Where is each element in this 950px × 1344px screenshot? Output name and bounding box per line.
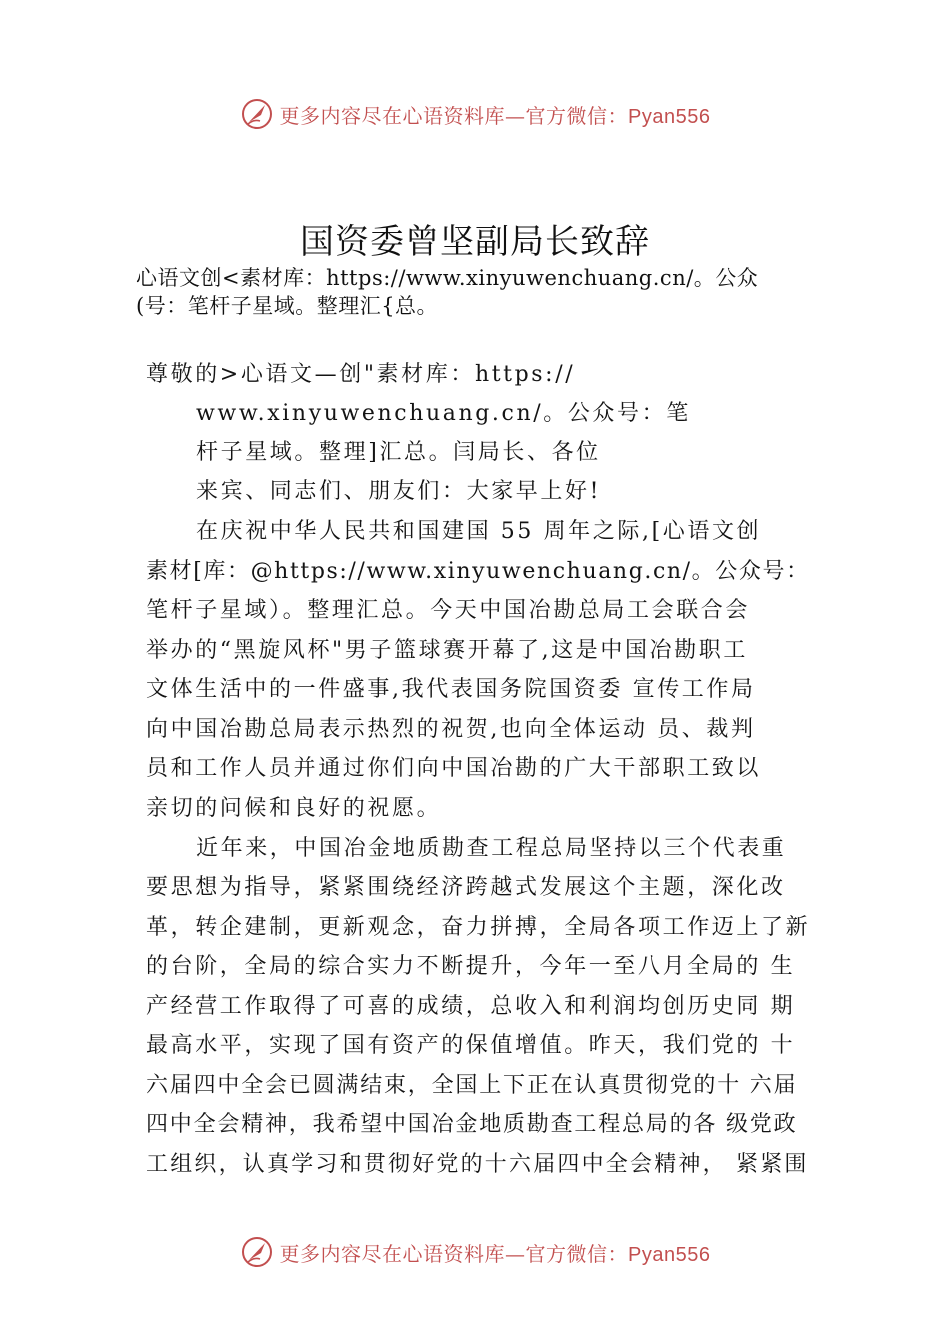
body-line: 工组织，认真学习和贯彻好党的十六届四中全会精神， 紧紧围 — [146, 1152, 809, 1177]
body-line: 要思想为指导，紧紧围绕经济跨越式发展这个主题，深化改 — [146, 875, 786, 900]
body-line: 杆子星域。整理]汇总。闫局长、各位 — [196, 440, 601, 465]
body-line: 革，转企建制，更新观念，奋力拼搏，全局各项工作迈上了新 — [146, 915, 811, 940]
wechat-id: Pyan556 — [628, 1243, 711, 1266]
wechat-id: Pyan556 — [628, 105, 711, 128]
body-line: 的台阶，全局的综合实力不断提升，今年一至八月全局的 生 — [146, 954, 796, 979]
body-line: 举办的“黑旋风杯"男子篮球赛开幕了,这是中国冶勘职工 — [146, 638, 748, 663]
footer-watermark-banner — [0, 1232, 950, 1272]
body-line: 向中国冶勘总局表示热烈的祝贺,也向全体运动 员、裁判 — [146, 717, 756, 742]
quill-logo-icon — [240, 1235, 274, 1269]
body-line: 最高水平，实现了国有资产的保值增值。昨天，我们党的 十 — [146, 1033, 796, 1058]
watermark-text — [280, 100, 711, 129]
body-line: 笔杆子星域）。整理汇总。今天中国冶勘总局工会联合会 — [146, 598, 751, 623]
body-line: 员和工作人员并通过你们向中国冶勘的广大干部职工致以 — [146, 756, 762, 781]
body-line: 素材[库：@https://www.xinyuwenchuang.cn/。公众号： — [146, 559, 810, 584]
body-line: 近年来，中国冶金地质勘查工程总局坚持以三个代表重 — [196, 836, 787, 861]
body-line: 在庆祝中华人民共和国建国 55 周年之际,[心语文创 — [196, 519, 762, 544]
body-line: 来宾、同志们、朋友们：大家早上好! — [196, 479, 602, 504]
subtitle-line: 心语文创<素材库：https://www.xinyuwenchuang.cn/。公众 — [136, 266, 759, 290]
body-line: 亲切的问候和良好的祝愿。 — [146, 796, 442, 821]
body-line: 产经营工作取得了可喜的成绩，总收入和利润均创历史同 期 — [146, 994, 796, 1019]
body-line: 文体生活中的一件盛事,我代表国务院国资委 宣传工作局 — [146, 677, 756, 702]
quill-logo-icon — [240, 97, 274, 131]
body-line: 尊敬的>心语文—创"素材库：https:// — [146, 362, 576, 387]
watermark-label: 更多内容尽在心语资料库—官方微信： — [279, 1241, 629, 1266]
subtitle-line: (号：笔杆子星域。整理汇{总。 — [136, 294, 439, 318]
header-watermark-banner — [0, 94, 950, 134]
document-title: 国资委曾坚副局长致辞 — [300, 222, 650, 262]
watermark-text — [280, 1238, 711, 1267]
body-line: www.xinyuwenchuang.cn/。公众号：笔 — [196, 401, 691, 426]
body-line: 四中全会精神，我希望中国冶金地质勘查工程总局的各 级党政 — [146, 1112, 798, 1137]
watermark-label: 更多内容尽在心语资料库—官方微信： — [279, 103, 629, 128]
body-line: 六届四中全会已圆满结束，全国上下正在认真贯彻党的十 六届 — [146, 1073, 798, 1098]
